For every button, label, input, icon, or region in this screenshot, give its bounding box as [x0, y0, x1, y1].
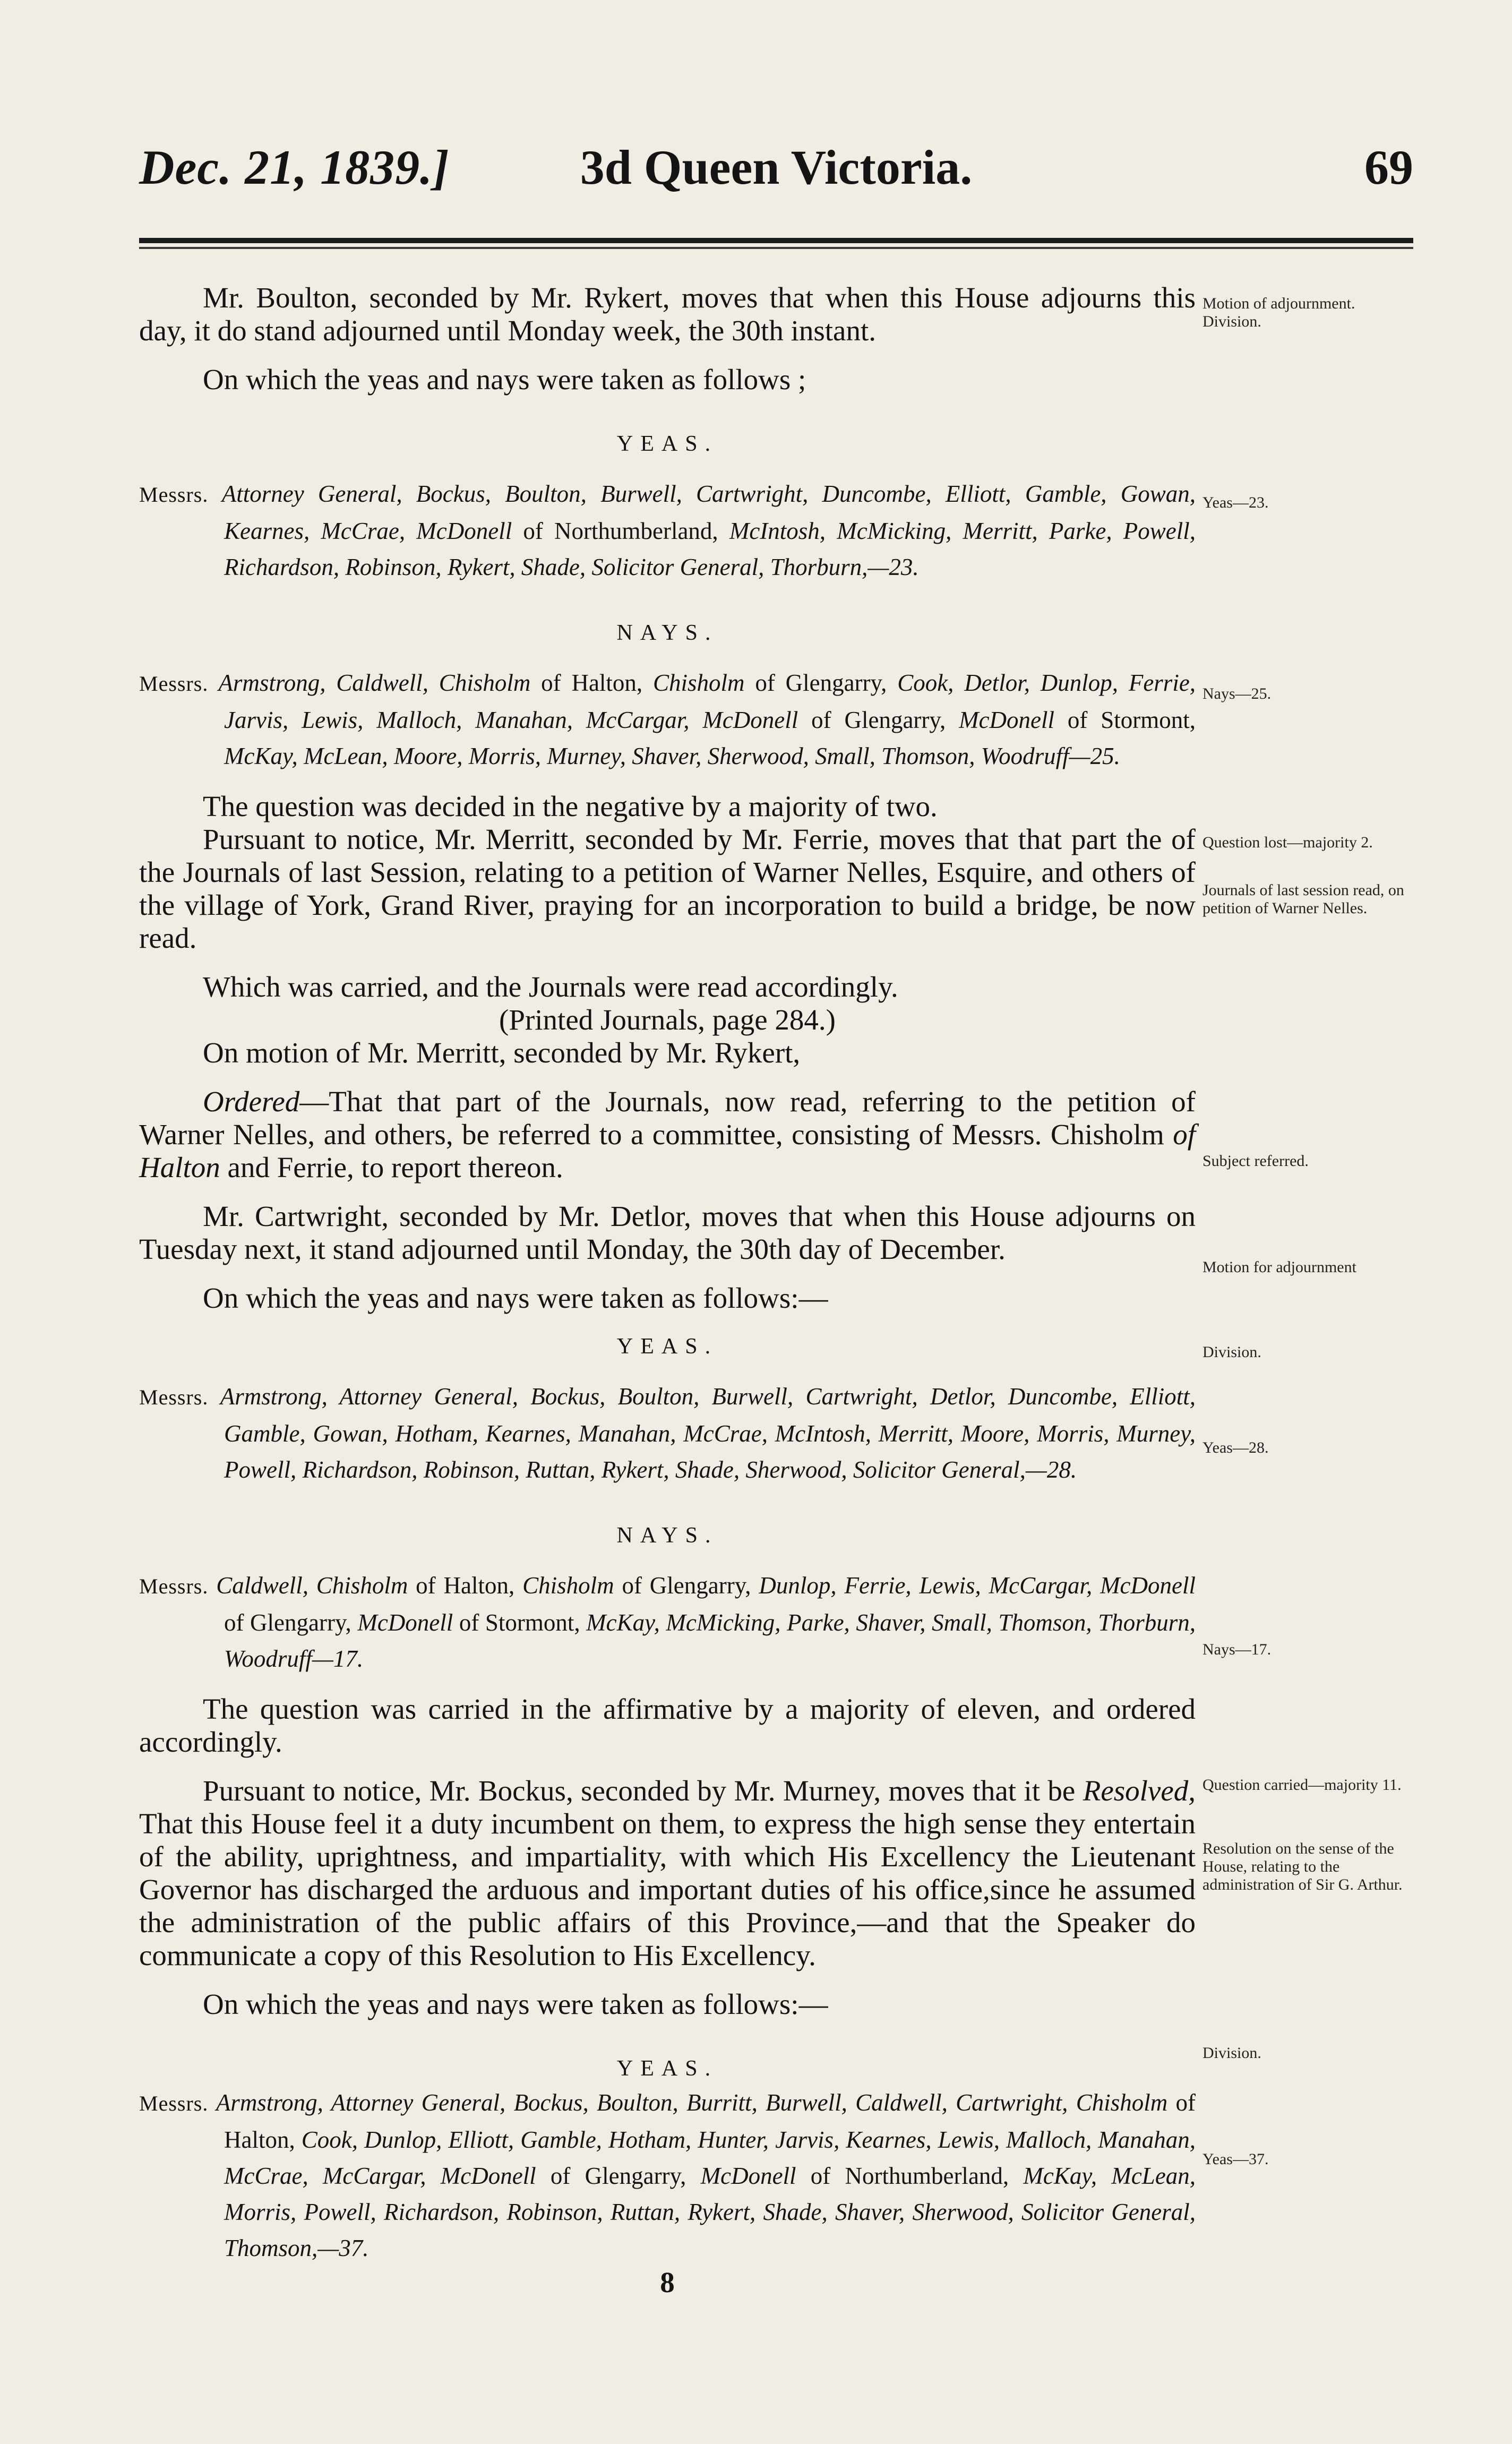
margin-note-yeas-28: Yeas—28. [1202, 1439, 1269, 1456]
paragraph-bockus-resolution: Pursuant to notice, Mr. Bockus, seconded by Mr. Murney, moves that it be Resolved, That this House feel it a duty incumbent on them, to express the high sense they entertain of the ability, uprightness, and impartiality, with which His Excellency the Lieutenant Governor has discharged the arduous and important duties of his office,since he assumed the administration of the public affairs of this Province,—and that the Speaker do communicate a copy of this Resolution to His Excellency. [139, 1774, 1196, 1971]
margin-note-yeas-37: Yeas—37. [1202, 2150, 1269, 2168]
paragraph-result-2: The question was carried in the affirmative by a majority of eleven, and ordered accordingly. [139, 1693, 1196, 1758]
margin-note-resolution: Resolution on the sense of the House, relating to the administration of Sir G. Arthur. [1202, 1840, 1403, 1893]
margin-note-journals-read: Journals of last session read, on petition of Warner Nelles. [1202, 881, 1404, 917]
margin-note-nays-17: Nays—17. [1202, 1641, 1272, 1658]
yeas-list-1: Messrs. Attorney General, Bockus, Boulton, Burwell, Cartwright, Duncombe, Elliott, Gamble, Gowan, Kearnes, McCrae, McDonell of Northumberland, McIntosh, McMicking, Merritt, Parke, Powell, Richardson, Robinson, Rykert, Shade, Solicitor General, Thorburn,—23. [139, 481, 1196, 580]
margin-note-question-carried: Question carried—majority 11. [1202, 1776, 1402, 1794]
paragraph-ordered: Ordered—That that part of the Journals, now read, referring to the petition of Warner Nelles, and others, be referred to a committee, consisting of Messrs. Chisholm of Halton and Ferrie, to report thereon. [139, 1085, 1196, 1184]
margin-note-yeas-23: Yeas—23. [1202, 494, 1269, 511]
margin-note-nays-25: Nays—25. [1202, 685, 1272, 702]
main-text-column [139, 281, 1196, 2299]
margin-note-motion-adjournment: Motion of adjournment. Division. [1202, 295, 1355, 330]
paragraph-division-1: On which the yeas and nays were taken as follows ; [203, 363, 806, 396]
heading-nays-2: NAYS. [616, 1523, 718, 1548]
heading-yeas-3: YEAS. [616, 2056, 718, 2081]
yeas-list-3: Messrs. Armstrong, Attorney General, Bockus, Boulton, Burritt, Burwell, Caldwell, Cartwright, Chisholm of Halton, Cook, Dunlop, Elliott, Gamble, Hotham, Hunter, Jarvis, Kearnes, Lewis, Malloch, Manahan, McCrae, McCargar, McDonell of Glengarry, McDonell of Northumberland, McKay, McLean, Morris, Powell, Richardson, Robinson, Ruttan, Rykert, Shade, Shaver, Sherwood, Solicitor General, Thomson,—37. [139, 2089, 1196, 2261]
page-number: 69 [1364, 140, 1413, 194]
paragraph-division-3: On which the yeas and nays were taken as follows:— [203, 1988, 828, 2020]
signature-mark: 8 [660, 2266, 675, 2299]
margin-note-subject-referred: Subject referred. [1202, 1152, 1309, 1170]
paragraph-on-motion: On motion of Mr. Merritt, seconded by Mr. Rykert, [203, 1036, 801, 1069]
margin-note-motion-adjournment-2: Motion for adjournment [1202, 1258, 1356, 1276]
margin-note-division-3: Division. [1202, 2044, 1261, 2062]
paragraph-printed-journals: (Printed Journals, page 284.) [499, 1004, 836, 1036]
header-title: 3d Queen Victoria. [580, 140, 973, 194]
paragraph-result-1: The question was decided in the negative by a majority of two. [203, 790, 938, 822]
nays-list-1: Messrs. Armstrong, Caldwell, Chisholm of Halton, Chisholm of Glengarry, Cook, Detlor, Dunlop, Ferrie, Jarvis, Lewis, Malloch, Manahan, McCargar, McDonell of Glengarry, McDonell of Stormont, McKay, McLean, Moore, Morris, Murney, Shaver, Sherwood, Small, Thomson, Woodruff—25. [139, 670, 1196, 769]
yeas-list-2: Messrs. Armstrong, Attorney General, Bockus, Boulton, Burwell, Cartwright, Detlor, Duncombe, Elliott, Gamble, Gowan, Hotham, Kearnes, Manahan, McCrae, McIntosh, Merritt, Moore, Morris, Murney, Powell, Richardson, Robinson, Ruttan, Rykert, Shade, Sherwood, Solicitor General,—28. [139, 1383, 1196, 1483]
messrs-label: Messrs. [139, 483, 209, 507]
margin-note-question-lost: Question lost—majority 2. [1202, 834, 1373, 851]
header-date: Dec. 21, 1839.] [139, 140, 450, 194]
margin-note-division-2: Division. [1202, 1343, 1261, 1361]
heading-yeas-2: YEAS. [616, 1334, 718, 1359]
margin-notes [1202, 0, 1415, 2444]
heading-yeas-1: YEAS. [616, 432, 718, 456]
paragraph-division-2: On which the yeas and nays were taken as follows:— [203, 1282, 828, 1314]
heading-nays-1: NAYS. [616, 621, 718, 645]
paragraph-boulton-motion: Mr. Boulton, seconded by Mr. Rykert, moves that when this House adjourns this day, it do stand adjourned until Monday week, the 30th instant. [139, 281, 1196, 347]
paragraph-carried: Which was carried, and the Journals were read accordingly. [203, 971, 898, 1003]
nays-list-2: Messrs. Caldwell, Chisholm of Halton, Chisholm of Glengarry, Dunlop, Ferrie, Lewis, McCargar, McDonell of Glengarry, McDonell of Stormont, McKay, McMicking, Parke, Shaver, Small, Thomson, Thorburn, Woodruff—17. [139, 1572, 1196, 1672]
paragraph-merritt-motion: Pursuant to notice, Mr. Merritt, seconded by Mr. Ferrie, moves that that part the of the Journals of last Session, relating to a petition of Warner Nelles, Esquire, and others of the village of York, Grand River, praying for an incorporation to build a bridge, be now read. [139, 823, 1196, 954]
paragraph-cartwright-motion: Mr. Cartwright, seconded by Mr. Detlor, moves that when this House adjourns on Tuesday next, it stand adjourned until Monday, the 30th day of December. [139, 1200, 1196, 1265]
